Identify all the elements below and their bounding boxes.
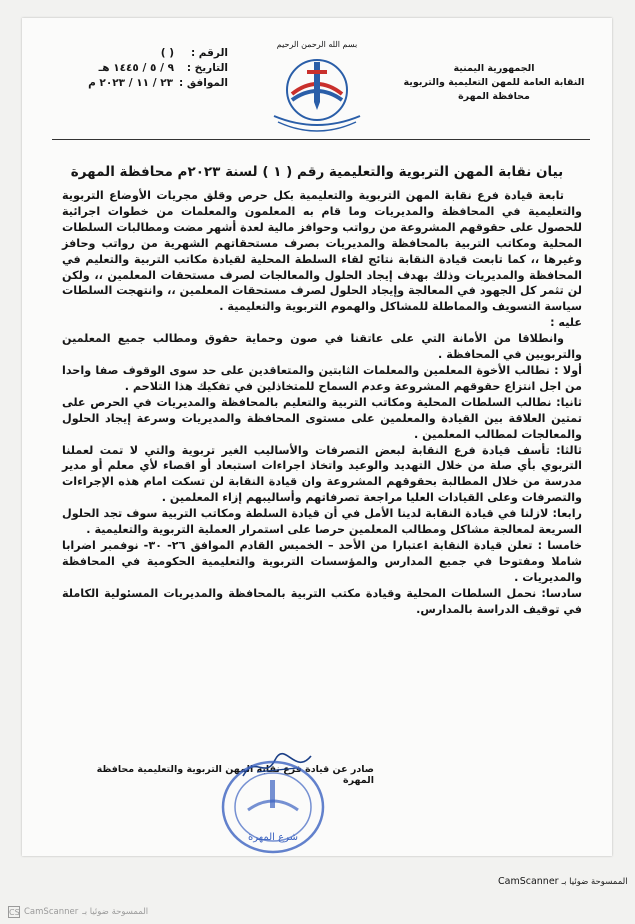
- camscanner-faint-name: CamScanner: [24, 907, 79, 917]
- hijri-date-label: التاريخ :: [186, 62, 228, 74]
- item-6-label: سادسا:: [541, 586, 582, 600]
- item-3: [62, 443, 582, 507]
- item-1-text: نطالب الأخوة المعلمين والمعلمات الثابتين والمتعاقدين على حد سوى الوقوف صفا واحدا من اجل انتزاع حقوقهم المشروعة وعدم السماح للمتخاذلين في تفكيك هذا التلاحم .: [62, 363, 582, 393]
- header-divider: [52, 139, 590, 140]
- item-1-label: أولا :: [554, 363, 582, 377]
- document-page: [22, 18, 612, 856]
- camscanner-arabic: الممسوحة ضوئيا بـ: [561, 877, 628, 887]
- scanner-footer: [0, 862, 635, 924]
- item-3-label: ثالثا:: [556, 443, 582, 457]
- item-5: [62, 538, 582, 586]
- gregorian-date-row: [58, 76, 228, 91]
- item-2-label: ثانيا:: [556, 395, 582, 409]
- item-3-text: تأسف قيادة فرع النقابة لبعض التصرفات والأساليب الغير تربوية والتي لا تمت لعملنا التربوي بأي صلة من خلال التهديد والوعيد واتخاذ اجراءات استبعاد أو اقصاء لأي معلم أو مدير مدرسة من خلال المطالبة بحقوقهم المشروعة وان قيادة النقابة لن تسكت امام هذه الإجراءات والتصرفات وعلى القيادات العليا مراجعة تصرفاتهم وأساليبهم إزاء المعلمين .: [62, 443, 582, 505]
- camscanner-faint-arabic: الممسوحة ضوئيا بـ: [82, 907, 149, 917]
- gregorian-date-label: الموافق :: [179, 77, 228, 89]
- ref-number-label: الرقم :: [190, 47, 228, 59]
- reference-block: [58, 46, 228, 91]
- org-line-country: الجمهورية اليمنية: [453, 63, 535, 74]
- org-line-governorate: محافظة المهرة: [458, 91, 530, 102]
- alayh-label: عليه :: [550, 316, 582, 330]
- ref-number-value: ( ): [160, 47, 174, 59]
- statement-body: [62, 188, 582, 617]
- stamp-text: شرع المهرة: [247, 832, 299, 843]
- item-4-label: رابعا:: [552, 507, 582, 521]
- premise-paragraph: وانطلاقا من الأمانة التي على عاتقنا في صون وحماية حقوق ومطالب جميع المعلمين والتربويين في المحافظة .: [62, 332, 582, 362]
- item-2-text: نطالب السلطات المحلية ومكاتب التربية والتعليم بالمحافظة والمديريات في الحرص على تمتين العلاقة بين القيادة والمعلمين على مستوى المحافظة والمديريات وسرعة إيجاد الحلول والمعالجات لمطالب المعلمين .: [62, 395, 582, 441]
- basmala: بسم الله الرحمن الرحيم: [276, 40, 358, 49]
- item-4: [62, 506, 582, 538]
- item-4-text: لازلنا في قيادة النقابة لدينا الأمل في أن قيادة السلطة ومكاتب التربية سوف تجد الحلول السريعة لمعالجة مشاكل ومطالب المعلمين حرصا على استمرار العملية التربوية والتعليمية .: [62, 507, 582, 537]
- org-line-union: النقابة العامة للمهن التعليمية والتربوية: [403, 77, 585, 88]
- organization-block: [394, 62, 594, 104]
- camscanner-logo-icon: CS: [9, 908, 20, 917]
- camscanner-faint-watermark: [8, 906, 148, 918]
- item-5-text: تعلن قيادة النقابة اعتبارا من الأحد – الخميس القادم الموافق ٢٦- ٣٠- نوفمبر اضرابا شاملا ومفتوحا في جميع المدارس والمؤسسات التربوية والتعليمية الحكومية في المحافظة والمديريات .: [62, 538, 582, 584]
- union-logo: [262, 54, 372, 132]
- item-1: [62, 363, 582, 395]
- intro-paragraph: تابعة قيادة فرع نقابة المهن التربوية والتعليمية بكل حرص وقلق مجريات الأوضاع التربوية والتعليمية في المحافظة والمديريات وما قام به المعلمون والمعلمات من خطوات اجرائية للحصول على حقوقهم المشروعة من رواتب وحوافز مالية لعدة أشهر مضت ومطالبات السلطات المحلية ومكاتب التربية بالمحافظة والمديريات بصرف مستحقاتهم الشهرية من رواتب وحافز وغيرها ،، كما تابعت قيادة النقابة نتائج لقاء السلطة المحلية لقيادة مكاتب التربية والتعليم في المحافظة والمديريات وذلك بهدف إيجاد الحلول والمعالجات لصرف مستحقات المعلمين ،، ولكن لن تثمر كل الجهود في المعالجة وإيجاد الحلول لصرف مستحقات المعلمين ،، وانتهجت السلطات سياسة التسويف والمماطلة للمشاكل والهموم التربوية والتعليمية .: [62, 189, 582, 314]
- camscanner-watermark: [498, 876, 628, 887]
- camscanner-name: CamScanner: [498, 876, 559, 887]
- issuer-signature-line: صادر عن قيادة فرع نقابة المهن التربوية والتعليمية محافظة المهرة: [96, 764, 374, 786]
- official-stamp: [218, 758, 328, 856]
- item-6-text: نحمل السلطات المحلية وقيادة مكتب التربية بالمحافظة والمديريات المسئولية الكاملة في توقيف الدراسة بالمدارس.: [62, 586, 582, 616]
- letterhead: [22, 18, 612, 138]
- hijri-date-value: ٩ / ٥ / ١٤٤٥ هـ: [98, 62, 174, 74]
- item-5-label: خامسا :: [537, 538, 583, 552]
- gregorian-date-value: ٢٣ / ١١ / ٢٠٢٣ م: [88, 77, 174, 89]
- hijri-date-row: [58, 61, 228, 76]
- ref-number-row: [58, 46, 228, 61]
- item-2: [62, 395, 582, 443]
- statement-title: بيان نقابة المهن التربوية والتعليمية رقم ( ١ ) لسنة ٢٠٢٣م محافظة المهرة: [70, 164, 564, 180]
- item-6: [62, 586, 582, 618]
